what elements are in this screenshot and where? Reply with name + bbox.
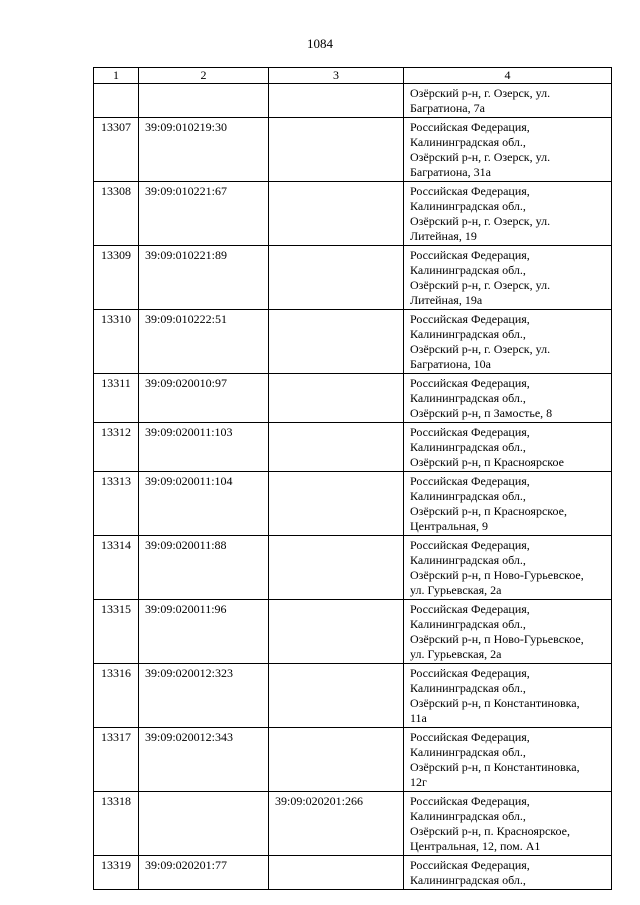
cadastral-number-col3-cell — [269, 856, 404, 890]
table-row — [94, 310, 612, 374]
table-row — [94, 856, 612, 890]
row-number-cell: 13319 — [94, 856, 139, 890]
cadastral-number-col3-cell — [269, 600, 404, 664]
address-cell: Российская Федерация, Калининградская обл., Озёрский р-н, п Константиновка, 12г — [404, 728, 612, 792]
row-number-cell: 13318 — [94, 792, 139, 856]
column-header-2: 2 — [139, 68, 269, 84]
cadastral-number-col2-cell: 39:09:020011:96 — [139, 600, 269, 664]
row-number-cell — [94, 84, 139, 118]
cadastral-number-col3-cell — [269, 536, 404, 600]
cadastral-number-col2-cell: 39:09:020010:97 — [139, 374, 269, 423]
row-number-cell: 13307 — [94, 118, 139, 182]
column-header-3: 3 — [269, 68, 404, 84]
cadastral-number-col2-cell — [139, 84, 269, 118]
table-row — [94, 792, 612, 856]
table-row — [94, 182, 612, 246]
cadastral-number-col3-cell: 39:09:020201:266 — [269, 792, 404, 856]
table-row — [94, 246, 612, 310]
cadastral-number-col2-cell: 39:09:010219:30 — [139, 118, 269, 182]
page-number: 1084 — [307, 36, 333, 51]
table-row — [94, 664, 612, 728]
cadastral-number-col2-cell: 39:09:010222:51 — [139, 310, 269, 374]
cadastral-number-col3-cell — [269, 84, 404, 118]
property-registry-table — [93, 67, 612, 890]
cadastral-number-col3-cell — [269, 728, 404, 792]
row-number-cell: 13311 — [94, 374, 139, 423]
address-cell: Российская Федерация, Калининградская обл., Озёрский р-н, п Красноярское, Центральная, 9 — [404, 472, 612, 536]
cadastral-number-col3-cell — [269, 246, 404, 310]
row-number-cell: 13316 — [94, 664, 139, 728]
row-number-cell: 13315 — [94, 600, 139, 664]
cadastral-number-col3-cell — [269, 374, 404, 423]
cadastral-number-col3-cell — [269, 664, 404, 728]
cadastral-number-col2-cell: 39:09:020011:103 — [139, 423, 269, 472]
cadastral-number-col3-cell — [269, 118, 404, 182]
address-cell: Российская Федерация, Калининградская обл., Озёрский р-н, п. Красноярское, Центральная, 12, пом. А1 — [404, 792, 612, 856]
cadastral-number-col2-cell: 39:09:020201:77 — [139, 856, 269, 890]
address-cell: Российская Федерация, Калининградская обл., Озёрский р-н, г. Озерск, ул. Литейная, 19 — [404, 182, 612, 246]
table-row — [94, 84, 612, 118]
address-cell: Российская Федерация, Калининградская обл., Озёрский р-н, г. Озерск, ул. Багратиона, 31а — [404, 118, 612, 182]
address-cell: Российская Федерация, Калининградская обл., Озёрский р-н, г. Озерск, ул. Багратиона, 10а — [404, 310, 612, 374]
address-cell: Российская Федерация, Калининградская обл., Озёрский р-н, п Красноярское — [404, 423, 612, 472]
table-row — [94, 472, 612, 536]
table-row — [94, 536, 612, 600]
table-row — [94, 728, 612, 792]
column-header-4: 4 — [404, 68, 612, 84]
table-body — [94, 84, 612, 890]
address-cell: Озёрский р-н, г. Озерск, ул. Багратиона, 7а — [404, 84, 612, 118]
address-cell: Российская Федерация, Калининградская обл., Озёрский р-н, п Ново-Гурьевское, ул. Гурьевская, 2а — [404, 536, 612, 600]
table-header-row — [94, 68, 612, 84]
cadastral-number-col3-cell — [269, 423, 404, 472]
cadastral-number-col3-cell — [269, 182, 404, 246]
row-number-cell: 13312 — [94, 423, 139, 472]
column-header-1: 1 — [94, 68, 139, 84]
cadastral-number-col2-cell: 39:09:020012:343 — [139, 728, 269, 792]
cadastral-number-col2-cell: 39:09:020011:104 — [139, 472, 269, 536]
cadastral-number-col3-cell — [269, 310, 404, 374]
row-number-cell: 13313 — [94, 472, 139, 536]
address-cell: Российская Федерация, Калининградская обл., Озёрский р-н, п Константиновка, 11а — [404, 664, 612, 728]
table-row — [94, 423, 612, 472]
cadastral-number-col2-cell: 39:09:020011:88 — [139, 536, 269, 600]
row-number-cell: 13309 — [94, 246, 139, 310]
row-number-cell: 13310 — [94, 310, 139, 374]
cadastral-number-col2-cell: 39:09:010221:89 — [139, 246, 269, 310]
row-number-cell: 13317 — [94, 728, 139, 792]
address-cell: Российская Федерация, Калининградская обл., Озёрский р-н, г. Озерск, ул. Литейная, 19а — [404, 246, 612, 310]
row-number-cell: 13308 — [94, 182, 139, 246]
cadastral-number-col2-cell: 39:09:010221:67 — [139, 182, 269, 246]
address-cell: Российская Федерация, Калининградская обл., Озёрский р-н, п Ново-Гурьевское, ул. Гурьевская, 2а — [404, 600, 612, 664]
table-row — [94, 374, 612, 423]
address-cell: Российская Федерация, Калининградская обл., — [404, 856, 612, 890]
cadastral-number-col3-cell — [269, 472, 404, 536]
table-row — [94, 118, 612, 182]
cadastral-number-col2-cell — [139, 792, 269, 856]
address-cell: Российская Федерация, Калининградская обл., Озёрский р-н, п Замостье, 8 — [404, 374, 612, 423]
cadastral-number-col2-cell: 39:09:020012:323 — [139, 664, 269, 728]
table-row — [94, 600, 612, 664]
row-number-cell: 13314 — [94, 536, 139, 600]
